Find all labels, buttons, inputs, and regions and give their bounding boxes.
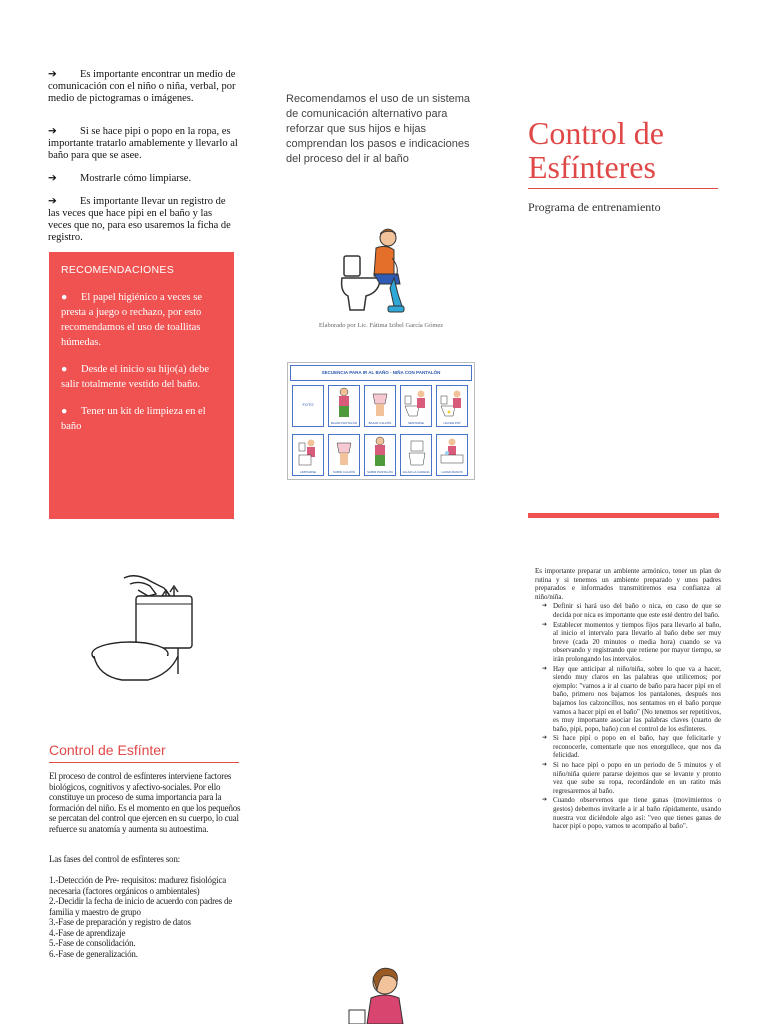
pictogram-tile: BAJAR CALZÓN bbox=[364, 385, 396, 427]
tip-item: ➔ Establecer momentos y tiempos fijos para llevarlo al baño, al inicio el intervalo para llevarlo al baño debe ser muy breve (cada 20 minutos o media hora) cuando se va observando y registrando que retiene por mayor tiempo, se irán prolongando los intervalos. bbox=[553, 621, 721, 664]
tip-item: ➔ Hay que anticipar al niño/niña, sobre lo que va a hacer, siendo muy claros en las palabras que utilicemos; por ejemplo: "vamos a ir al cuarto de baño para hacer pipí en el baño, primero nos bajamos los pantalones, después nos bajamos los calzoncillos, nos sentamos en el baño porque vamos a hacer pipí en el baño" (No tenemos ser repetitivos, es muy importante asociar las palabras claves (cuarto de baño, pipí, popo, baño) con el control de los esfínteres. bbox=[553, 665, 721, 734]
pictogram-tile: LIMPIARSE bbox=[292, 434, 324, 476]
sequence-title: SECUENCIA PARA IR AL BAÑO - NIÑA CON PANTALÓN bbox=[290, 365, 472, 381]
tips-intro: Es importante preparar un ambiente armónico, tener un plan de rutina y si tenemos un ambiente preparado y unos padres preparados e informados transmitiremos esa confianza al niño/niña. bbox=[535, 567, 721, 601]
pictogram-tile: FOTO bbox=[292, 385, 324, 427]
title-divider bbox=[528, 188, 718, 189]
child-sitting-illustration bbox=[345, 964, 425, 1024]
tip-item: ➔ Si hace pipí o popo en el baño, hay que felicitarle y reconocerle, comentarle que nos enorgullece, que nos da felicidad. bbox=[553, 734, 721, 760]
pictogram-tile: HACER PIPÍ bbox=[436, 385, 468, 427]
pictogram-tile: SUBIR CALZÓN bbox=[328, 434, 360, 476]
pull-down-pants-icon bbox=[329, 386, 359, 420]
note-accident: ➔ Si se hace pipi o popo en la ropa, es importante tratarlo amablemente y llevarlo al baño para que se asee. bbox=[48, 126, 238, 161]
cover-subtitle: Programa de entrenamiento bbox=[528, 200, 661, 214]
pull-up-underwear-icon bbox=[329, 435, 359, 469]
pictogram-tile: SUBIR PANTALÓN bbox=[364, 434, 396, 476]
section-divider bbox=[49, 762, 239, 763]
pull-down-underwear-icon bbox=[365, 386, 395, 420]
toilet-flush-illustration bbox=[90, 566, 200, 688]
phase-item: 3.-Fase de preparación y registro de datos bbox=[49, 917, 191, 927]
recommendations-title: RECOMENDACIONES bbox=[61, 264, 175, 276]
credit-line: Elaborado por Lic. Fátima Izibel García Gómez bbox=[318, 322, 444, 329]
pull-up-pants-icon bbox=[365, 435, 395, 469]
recommendation-item: ● Desde el inicio su hijo(a) debe salir totalmente vestido del baño. bbox=[61, 364, 209, 390]
recommendation-item: ● Tener un kit de limpieza en el baño bbox=[61, 406, 206, 432]
pee-icon bbox=[437, 386, 467, 420]
phase-item: 1.-Detección de Pre- requisitos: madurez fisiológica necesaria (factores orgánicos o ambientales) bbox=[49, 875, 227, 896]
note-communication: ➔ Es importante encontrar un medio de comunicación con el niño o niña, verbal, por medio de pictogramas o imágenes. bbox=[48, 69, 236, 104]
accent-bar bbox=[528, 513, 719, 518]
cover-title: Control de Esfínteres bbox=[528, 115, 664, 185]
pictogram-tile: SENTARSE bbox=[400, 385, 432, 427]
recommendations-box bbox=[49, 252, 234, 519]
pictogram-tile: JALAR LA CADENA bbox=[400, 434, 432, 476]
recommendation-item: ● El papel higiénico a veces se presta a juego o rechazo, por esto recomendamos el uso de toallitas húmedas. bbox=[61, 292, 202, 348]
note-record: ➔ Es importante llevar un registro de las veces que hace pipi en el baño y las veces que no, para eso usaremos la ficha de registro. bbox=[48, 196, 231, 243]
section-paragraph: El proceso de control de esfínteres interviene factores biológicos, cognitivos y afectivo-sociales. Por ello constituye un proceso de suma importancia para la formación del niño. Es el momento en que los pequeños se percatan del control que ejercen en su cuerpo, lo cual refuerce su anatomía y aumenta su autoestima. bbox=[49, 771, 241, 834]
phase-item: 4.-Fase de aprendizaje bbox=[49, 927, 126, 938]
phases-intro: Las fases del control de esfínteres son: bbox=[49, 854, 180, 864]
wipe-icon bbox=[293, 435, 323, 469]
pictogram-tile: BAJAR PANTALÓN bbox=[328, 385, 360, 427]
section-title: Control de Esfínter bbox=[49, 742, 166, 758]
phase-item: 2.-Decidir la fecha de inicio de acuerdo con padres de familia y maestro de grupo bbox=[49, 896, 233, 917]
note-cleaning: ➔ Mostrarle cómo limpiarse. bbox=[48, 173, 192, 184]
tip-item: ➔ Si no hace pipí o popo en un periodo de 5 minutos y el niño/niña quiere pararse dejemos que se levante y pronto vez que sube su ropa, recordándole en un ratito más regresaremos al baño. bbox=[553, 761, 721, 795]
toilet-sequence-card bbox=[287, 362, 475, 480]
communication-recommendation: Recomendamos el uso de un sistema de comunicación alternativo para reforzar que sus hijos e hijas comprendan los pasos e indicaciones del proceso del ir al baño bbox=[286, 93, 471, 165]
training-tips bbox=[535, 567, 721, 831]
sit-on-toilet-icon bbox=[401, 386, 431, 420]
phases-list bbox=[49, 875, 244, 959]
phase-item: 6.-Fase de generalización. bbox=[49, 948, 138, 959]
flush-icon bbox=[401, 435, 431, 469]
phase-item: 5.-Fase de consolidación. bbox=[49, 938, 136, 948]
wash-hands-icon bbox=[437, 435, 467, 469]
tip-item: ➔ Definir si hará uso del baño o nica, en caso de que se decida por nica es importante que este esté dentro del baño. bbox=[553, 602, 721, 619]
child-on-toilet-illustration bbox=[336, 222, 412, 318]
tip-item: ➔ Cuando observemos que tiene ganas (movimientos o gestos) debemos invitarle a ir al baño rápidamente, usando nuestra voz diciéndole algo así: "veo que tienes ganas de hacer pipí o popo, vamos te acompaño al baño". bbox=[553, 796, 721, 830]
pictogram-tile: LAVAR MANOS bbox=[436, 434, 468, 476]
